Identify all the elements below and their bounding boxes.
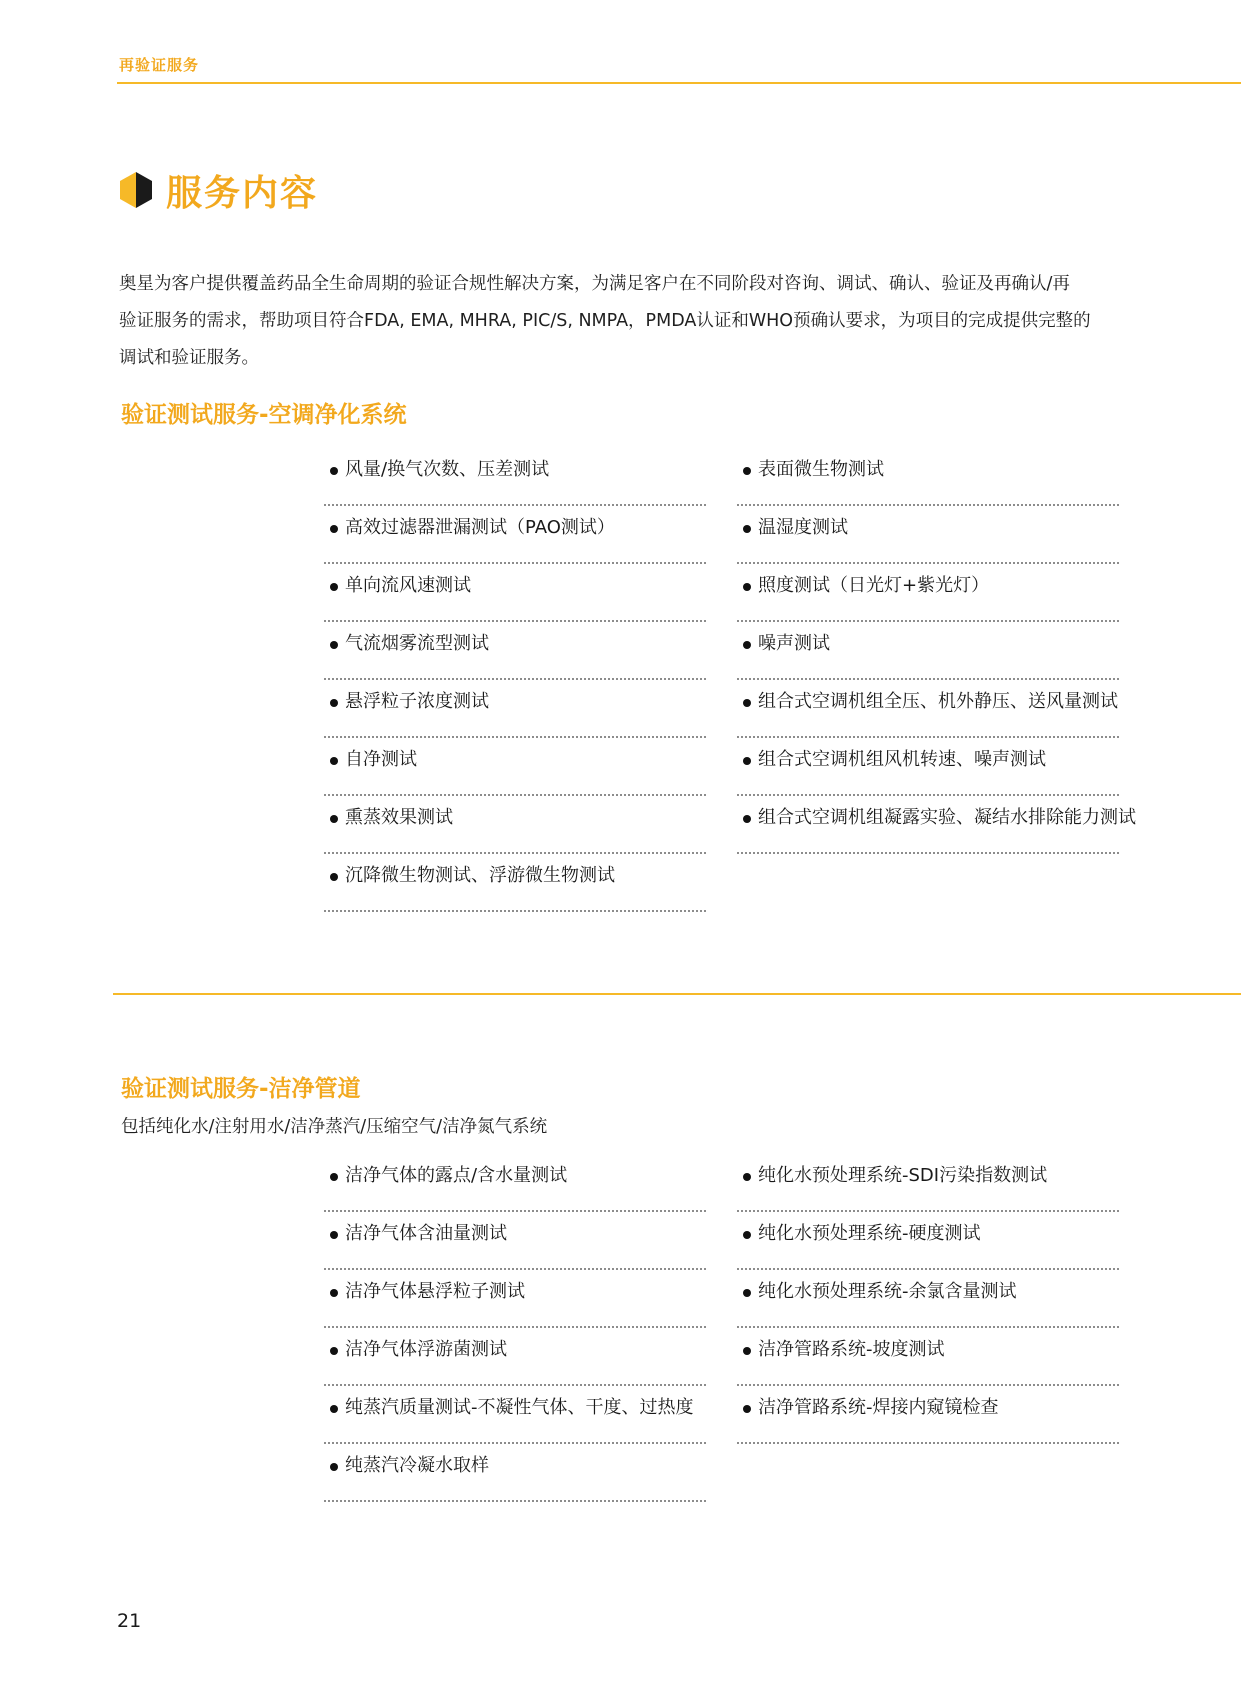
list-item-label: 组合式空调机组凝露实验、凝结水排除能力测试 xyxy=(758,807,1136,828)
hvac-list-left xyxy=(324,448,706,912)
list-item xyxy=(737,738,1119,796)
bullet-dot xyxy=(330,583,338,591)
list-item xyxy=(324,1328,706,1386)
list-item xyxy=(324,1444,706,1502)
list-item xyxy=(737,796,1136,854)
list-item xyxy=(324,448,706,506)
list-item-label: 纯蒸汽冷凝水取样 xyxy=(345,1455,489,1476)
list-item xyxy=(737,1154,1119,1212)
intro-line: 奥星为客户提供覆盖药品全生命周期的验证合规性解决方案，为满足客户在不同阶段对咨询、调试、确认、验证及再确认/再 xyxy=(119,274,1070,294)
list-item-label: 悬浮粒子浓度测试 xyxy=(345,691,489,712)
bullet-dot xyxy=(330,815,338,823)
bullet-dot xyxy=(743,757,751,765)
header-rule xyxy=(117,82,1241,84)
piping-list-left xyxy=(324,1154,706,1502)
bullet-dot xyxy=(330,1231,338,1239)
hvac-heading: 验证测试服务-空调净化系统 xyxy=(121,402,407,428)
list-item xyxy=(737,1386,1119,1444)
list-item xyxy=(324,738,706,796)
list-item-label: 单向流风速测试 xyxy=(345,575,471,596)
list-item-label: 洁净管路系统-坡度测试 xyxy=(758,1339,945,1360)
list-item xyxy=(737,622,1119,680)
list-item xyxy=(324,622,706,680)
list-item-label: 气流烟雾流型测试 xyxy=(345,633,489,654)
bullet-dot xyxy=(330,1463,338,1471)
bullet-dot xyxy=(330,1289,338,1297)
list-item-label: 熏蒸效果测试 xyxy=(345,807,453,828)
bullet-dot xyxy=(743,815,751,823)
section-title: 服务内容 xyxy=(166,172,319,214)
intro-line: 验证服务的需求，帮助项目符合FDA, EMA, MHRA, PIC/S, NMPA，PMDA认证和WHO预确认要求，为项目的完成提供完整的 xyxy=(119,311,1091,331)
list-item-label: 纯化水预处理系统-余氯含量测试 xyxy=(758,1281,1017,1302)
bullet-dot xyxy=(330,641,338,649)
bullet-dot xyxy=(743,467,751,475)
list-item-label: 纯化水预处理系统-SDI污染指数测试 xyxy=(758,1165,1048,1186)
bullet-dot xyxy=(743,641,751,649)
list-item-label: 组合式空调机组全压、机外静压、送风量测试 xyxy=(758,691,1118,712)
list-item xyxy=(737,680,1119,738)
bullet-dot xyxy=(330,525,338,533)
bullet-dot xyxy=(330,873,338,881)
half-filled-hexagon-icon xyxy=(118,170,154,210)
list-item-label: 洁净气体悬浮粒子测试 xyxy=(345,1281,525,1302)
list-item xyxy=(324,680,706,738)
list-item-label: 纯化水预处理系统-硬度测试 xyxy=(758,1223,981,1244)
list-item xyxy=(324,1386,706,1444)
bullet-dot xyxy=(743,583,751,591)
list-item-label: 组合式空调机组风机转速、噪声测试 xyxy=(758,749,1046,770)
list-item-label: 纯蒸汽质量测试-不凝性气体、干度、过热度 xyxy=(345,1397,694,1418)
piping-description: 包括纯化水/注射用水/洁净蒸汽/压缩空气/洁净氮气系统 xyxy=(121,1117,548,1137)
list-item xyxy=(324,796,706,854)
list-item xyxy=(324,1270,706,1328)
bullet-dot xyxy=(330,1173,338,1181)
list-item-label: 表面微生物测试 xyxy=(758,459,884,480)
hvac-list-right xyxy=(737,448,1136,854)
list-item xyxy=(737,1212,1119,1270)
bullet-dot xyxy=(743,1405,751,1413)
piping-heading: 验证测试服务-洁净管道 xyxy=(121,1076,361,1102)
bullet-dot xyxy=(330,699,338,707)
running-head: 再验证服务 xyxy=(119,56,200,74)
piping-list-right xyxy=(737,1154,1119,1444)
section-divider xyxy=(113,993,1241,995)
list-item-label: 风量/换气次数、压差测试 xyxy=(345,459,550,480)
bullet-dot xyxy=(743,1231,751,1239)
list-item xyxy=(324,1154,706,1212)
intro-line: 调试和验证服务。 xyxy=(119,348,259,368)
intro-paragraph xyxy=(119,266,1129,377)
list-item-label: 自净测试 xyxy=(345,749,417,770)
list-item xyxy=(737,506,1119,564)
list-item-label: 洁净气体含油量测试 xyxy=(345,1223,507,1244)
list-item xyxy=(737,1270,1119,1328)
bullet-dot xyxy=(743,525,751,533)
list-item xyxy=(737,448,1119,506)
list-item-label: 高效过滤器泄漏测试（PAO测试） xyxy=(345,517,615,538)
list-item xyxy=(737,1328,1119,1386)
list-item xyxy=(324,1212,706,1270)
list-item-label: 洁净气体的露点/含水量测试 xyxy=(345,1165,568,1186)
page-number: 21 xyxy=(117,1610,142,1632)
bullet-dot xyxy=(743,1289,751,1297)
list-item xyxy=(737,564,1119,622)
list-item-label: 温湿度测试 xyxy=(758,517,848,538)
list-item-label: 洁净管路系统-焊接内窥镜检查 xyxy=(758,1397,999,1418)
list-item-label: 洁净气体浮游菌测试 xyxy=(345,1339,507,1360)
bullet-dot xyxy=(330,467,338,475)
bullet-dot xyxy=(743,699,751,707)
list-item-label: 照度测试（日光灯+紫光灯） xyxy=(758,575,990,596)
bullet-dot xyxy=(330,1405,338,1413)
bullet-dot xyxy=(743,1173,751,1181)
list-item xyxy=(324,564,706,622)
bullet-dot xyxy=(330,1347,338,1355)
bullet-dot xyxy=(330,757,338,765)
list-item-label: 噪声测试 xyxy=(758,633,830,654)
section-title-row xyxy=(118,168,318,212)
list-item xyxy=(324,854,706,912)
bullet-dot xyxy=(743,1347,751,1355)
list-item xyxy=(324,506,706,564)
list-item-label: 沉降微生物测试、浮游微生物测试 xyxy=(345,865,615,886)
